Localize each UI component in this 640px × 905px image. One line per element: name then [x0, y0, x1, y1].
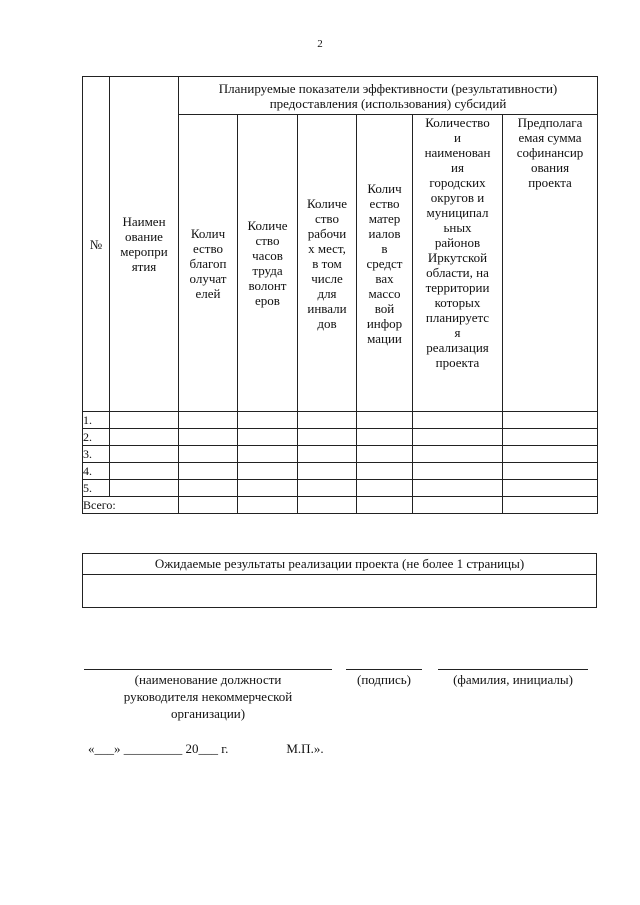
indicators-table: [82, 76, 598, 514]
row-number: 5.: [83, 480, 110, 497]
name-label: (фамилия, инициалы): [453, 672, 573, 687]
table-row: [83, 412, 598, 429]
position-label: (наименование должности руководителя некоммерческой организации): [123, 672, 293, 721]
date-line: [88, 741, 324, 757]
table-row: [83, 446, 598, 463]
header-municipalities: Количество и наименован ия городских округов и муниципал ьных районов Иркутской области, на территории которых планируетс я реализация проекта: [413, 115, 503, 412]
stamp-text: М.П.».: [286, 741, 324, 756]
total-label: Всего:: [83, 497, 179, 514]
header-number: №: [83, 77, 110, 412]
table-row: [83, 480, 598, 497]
expected-results-table: [82, 553, 597, 608]
header-beneficiaries: Колич ество благоп олучат елей: [179, 115, 238, 412]
header-event-name: Наимен ование меропри ятия: [110, 77, 179, 412]
header-volunteer-hours: Количе ство часов труда волонт еров: [238, 115, 298, 412]
expected-results-title: Ожидаемые результаты реализации проекта (не более 1 страницы): [83, 554, 597, 575]
position-signature-line: [84, 669, 332, 670]
row-number: 3.: [83, 446, 110, 463]
table-row: [83, 429, 598, 446]
table-row: [83, 463, 598, 480]
signature-line: [346, 669, 422, 670]
page-number: 2: [317, 38, 323, 50]
header-cofinancing: Предполага емая сумма софинансир ования проекта: [503, 115, 598, 412]
signature-label: (подпись): [357, 672, 411, 687]
date-text: «___» _________ 20___ г.: [88, 741, 229, 756]
header-indicators-group: Планируемые показатели эффективности (результативности) предоставления (использования) субсидий: [179, 77, 598, 115]
expected-results-body: [83, 575, 597, 608]
name-signature-line: [438, 669, 588, 670]
row-number: 1.: [83, 412, 110, 429]
row-number: 2.: [83, 429, 110, 446]
row-number: 4.: [83, 463, 110, 480]
total-row: [83, 497, 598, 514]
header-media-materials: Колич ество матер иалов в средст вах массо вой инфор мации: [357, 115, 413, 412]
header-jobs: Количе ство рабочи х мест, в том числе для инвали дов: [298, 115, 357, 412]
